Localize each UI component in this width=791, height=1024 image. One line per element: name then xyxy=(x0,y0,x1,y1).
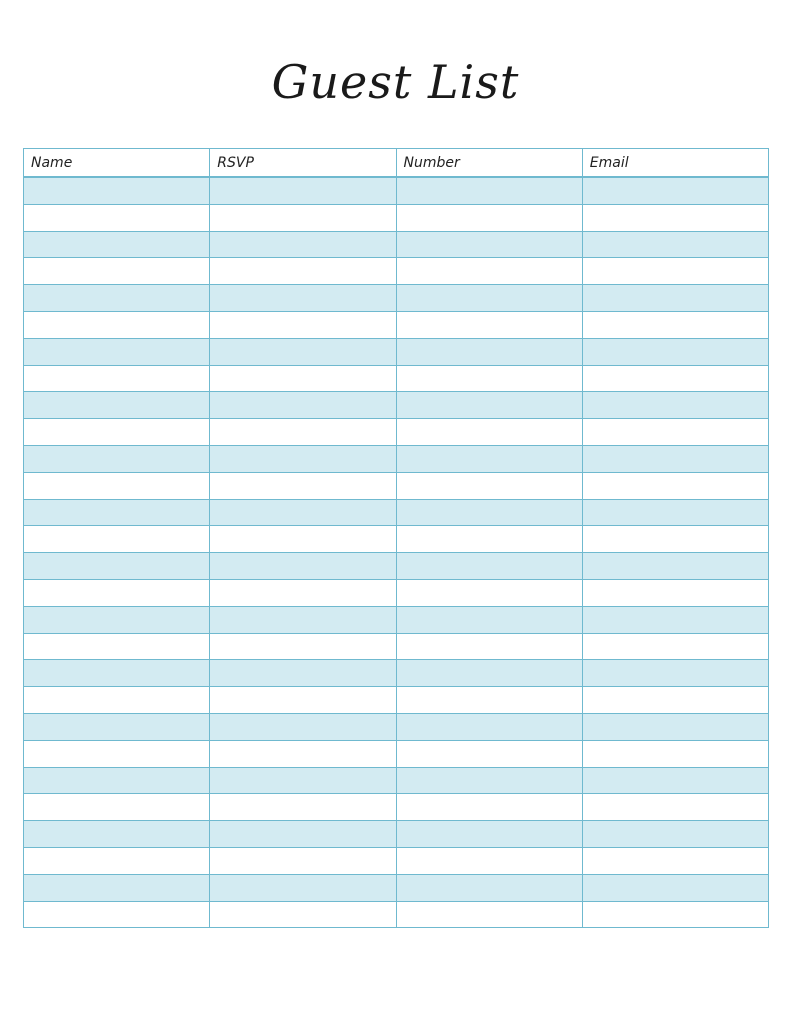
table-row xyxy=(24,177,769,204)
cell-email[interactable] xyxy=(582,713,768,740)
cell-name[interactable] xyxy=(24,231,210,258)
cell-number[interactable] xyxy=(396,633,582,660)
table-row xyxy=(24,579,769,606)
cell-name[interactable] xyxy=(24,660,210,687)
cell-email[interactable] xyxy=(582,526,768,553)
cell-rsvp[interactable] xyxy=(210,579,396,606)
cell-email[interactable] xyxy=(582,499,768,526)
cell-rsvp[interactable] xyxy=(210,445,396,472)
cell-name[interactable] xyxy=(24,874,210,901)
cell-name[interactable] xyxy=(24,847,210,874)
cell-number[interactable] xyxy=(396,311,582,338)
cell-number[interactable] xyxy=(396,687,582,714)
cell-number[interactable] xyxy=(396,231,582,258)
cell-email[interactable] xyxy=(582,874,768,901)
cell-rsvp[interactable] xyxy=(210,794,396,821)
cell-rsvp[interactable] xyxy=(210,901,396,928)
cell-name[interactable] xyxy=(24,901,210,928)
cell-name[interactable] xyxy=(24,740,210,767)
cell-rsvp[interactable] xyxy=(210,660,396,687)
cell-email[interactable] xyxy=(582,285,768,312)
table-row xyxy=(24,499,769,526)
cell-rsvp[interactable] xyxy=(210,821,396,848)
cell-number[interactable] xyxy=(396,847,582,874)
cell-email[interactable] xyxy=(582,231,768,258)
cell-email[interactable] xyxy=(582,794,768,821)
cell-number[interactable] xyxy=(396,579,582,606)
cell-number[interactable] xyxy=(396,660,582,687)
cell-email[interactable] xyxy=(582,821,768,848)
table-row xyxy=(24,821,769,848)
cell-email[interactable] xyxy=(582,740,768,767)
table-row xyxy=(24,419,769,446)
cell-email[interactable] xyxy=(582,419,768,446)
table-row xyxy=(24,633,769,660)
table-row xyxy=(24,311,769,338)
cell-number[interactable] xyxy=(396,285,582,312)
cell-rsvp[interactable] xyxy=(210,204,396,231)
cell-name[interactable] xyxy=(24,553,210,580)
cell-name[interactable] xyxy=(24,419,210,446)
table-row xyxy=(24,874,769,901)
cell-email[interactable] xyxy=(582,660,768,687)
cell-rsvp[interactable] xyxy=(210,311,396,338)
table-row xyxy=(24,204,769,231)
page-title: Guest List xyxy=(271,55,520,109)
table-row xyxy=(24,472,769,499)
header-rsvp: RSVP xyxy=(210,149,396,178)
cell-name[interactable] xyxy=(24,258,210,285)
cell-number[interactable] xyxy=(396,874,582,901)
cell-name[interactable] xyxy=(24,633,210,660)
table-row xyxy=(24,445,769,472)
cell-name[interactable] xyxy=(24,311,210,338)
table-row xyxy=(24,392,769,419)
cell-number[interactable] xyxy=(396,526,582,553)
cell-name[interactable] xyxy=(24,767,210,794)
cell-name[interactable] xyxy=(24,499,210,526)
cell-rsvp[interactable] xyxy=(210,365,396,392)
cell-number[interactable] xyxy=(396,499,582,526)
cell-name[interactable] xyxy=(24,713,210,740)
cell-number[interactable] xyxy=(396,472,582,499)
cell-name[interactable] xyxy=(24,472,210,499)
cell-name[interactable] xyxy=(24,526,210,553)
cell-rsvp[interactable] xyxy=(210,419,396,446)
table-row xyxy=(24,606,769,633)
cell-number[interactable] xyxy=(396,767,582,794)
table-row xyxy=(24,847,769,874)
cell-email[interactable] xyxy=(582,847,768,874)
cell-email[interactable] xyxy=(582,258,768,285)
cell-rsvp[interactable] xyxy=(210,258,396,285)
cell-email[interactable] xyxy=(582,633,768,660)
cell-number[interactable] xyxy=(396,204,582,231)
table-row xyxy=(24,660,769,687)
cell-number[interactable] xyxy=(396,553,582,580)
cell-email[interactable] xyxy=(582,579,768,606)
cell-rsvp[interactable] xyxy=(210,499,396,526)
cell-number[interactable] xyxy=(396,713,582,740)
cell-rsvp[interactable] xyxy=(210,847,396,874)
cell-email[interactable] xyxy=(582,901,768,928)
cell-email[interactable] xyxy=(582,338,768,365)
table-row xyxy=(24,740,769,767)
table-row xyxy=(24,285,769,312)
table-row xyxy=(24,713,769,740)
table-row xyxy=(24,794,769,821)
cell-email[interactable] xyxy=(582,687,768,714)
cell-number[interactable] xyxy=(396,338,582,365)
cell-rsvp[interactable] xyxy=(210,713,396,740)
cell-name[interactable] xyxy=(24,392,210,419)
cell-name[interactable] xyxy=(24,285,210,312)
cell-name[interactable] xyxy=(24,687,210,714)
cell-name[interactable] xyxy=(24,177,210,204)
cell-email[interactable] xyxy=(582,445,768,472)
cell-email[interactable] xyxy=(582,472,768,499)
table-row xyxy=(24,526,769,553)
cell-rsvp[interactable] xyxy=(210,392,396,419)
cell-number[interactable] xyxy=(396,177,582,204)
cell-number[interactable] xyxy=(396,365,582,392)
cell-email[interactable] xyxy=(582,204,768,231)
header-email: Email xyxy=(582,149,768,178)
header-name: Name xyxy=(24,149,210,178)
cell-name[interactable] xyxy=(24,579,210,606)
cell-rsvp[interactable] xyxy=(210,553,396,580)
cell-rsvp[interactable] xyxy=(210,606,396,633)
cell-number[interactable] xyxy=(396,606,582,633)
table-row xyxy=(24,767,769,794)
cell-rsvp[interactable] xyxy=(210,687,396,714)
table-row xyxy=(24,338,769,365)
guest-table xyxy=(23,148,769,928)
cell-email[interactable] xyxy=(582,311,768,338)
cell-number[interactable] xyxy=(396,445,582,472)
cell-name[interactable] xyxy=(24,821,210,848)
cell-name[interactable] xyxy=(24,338,210,365)
cell-name[interactable] xyxy=(24,794,210,821)
table-row xyxy=(24,553,769,580)
cell-rsvp[interactable] xyxy=(210,767,396,794)
cell-email[interactable] xyxy=(582,177,768,204)
cell-rsvp[interactable] xyxy=(210,338,396,365)
cell-rsvp[interactable] xyxy=(210,633,396,660)
header-number: Number xyxy=(396,149,582,178)
cell-rsvp[interactable] xyxy=(210,740,396,767)
cell-rsvp[interactable] xyxy=(210,874,396,901)
cell-number[interactable] xyxy=(396,392,582,419)
cell-email[interactable] xyxy=(582,553,768,580)
cell-name[interactable] xyxy=(24,445,210,472)
cell-rsvp[interactable] xyxy=(210,231,396,258)
cell-email[interactable] xyxy=(582,392,768,419)
cell-number[interactable] xyxy=(396,901,582,928)
cell-number[interactable] xyxy=(396,419,582,446)
table-row xyxy=(24,365,769,392)
cell-rsvp[interactable] xyxy=(210,285,396,312)
table-row xyxy=(24,231,769,258)
cell-email[interactable] xyxy=(582,767,768,794)
cell-name[interactable] xyxy=(24,204,210,231)
table-row xyxy=(24,901,769,928)
cell-rsvp[interactable] xyxy=(210,526,396,553)
cell-rsvp[interactable] xyxy=(210,472,396,499)
cell-email[interactable] xyxy=(582,606,768,633)
cell-email[interactable] xyxy=(582,365,768,392)
header-row xyxy=(24,149,769,178)
table-body xyxy=(24,177,769,928)
cell-number[interactable] xyxy=(396,258,582,285)
cell-rsvp[interactable] xyxy=(210,177,396,204)
cell-number[interactable] xyxy=(396,821,582,848)
table-row xyxy=(24,687,769,714)
table-row xyxy=(24,258,769,285)
cell-number[interactable] xyxy=(396,794,582,821)
cell-name[interactable] xyxy=(24,365,210,392)
cell-number[interactable] xyxy=(396,740,582,767)
cell-name[interactable] xyxy=(24,606,210,633)
